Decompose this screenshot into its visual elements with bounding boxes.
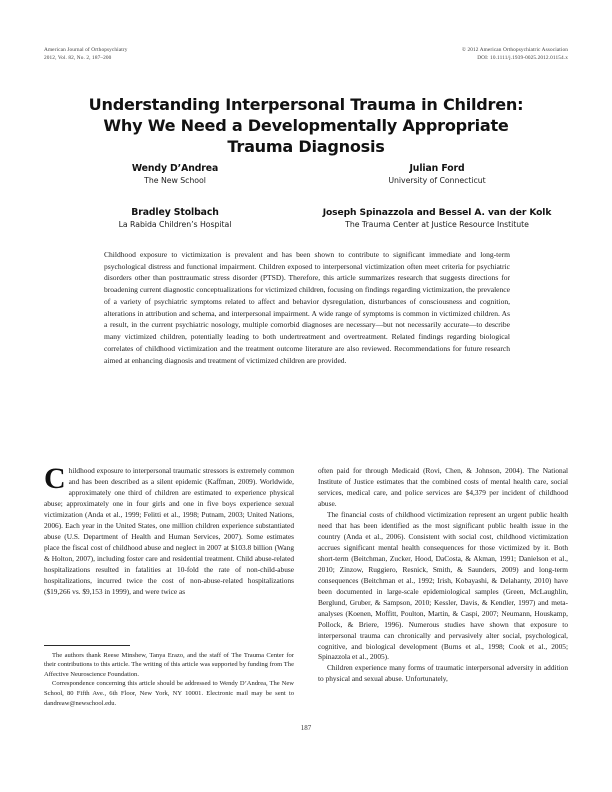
author-entry (306, 207, 568, 231)
author-name: Julian Ford (409, 163, 465, 174)
author-affiliation: University of Connecticut (388, 176, 486, 186)
copyright-doi (462, 47, 568, 62)
copyright-line: © 2012 American Orthopsychiatric Association (461, 47, 568, 53)
body-paragraph: Children experience many forms of traumatic interpersonal adversity in addition to physical and sexual abuse. Unfortunately, (318, 663, 568, 684)
journal-citation (44, 47, 127, 62)
author-entry (44, 163, 306, 187)
title-line-3: Trauma Diagnosis (227, 136, 385, 156)
right-column (318, 466, 568, 718)
footnote-rule (44, 645, 130, 646)
body-paragraph: The financial costs of childhood victimization represent an urgent public health need that has been identified as the most significant public health issue in the country (Anda et al., 2006). Consistent with social cost, childhood victimization accrues significant mental health consequences for those victimized by it. Both short-term (Beitchman, Zucker, Hood, DaCosta, & Akman, 1991; Danielson et al., 2010; Zinzow, Ruggiero, Resnick, Smith, & Saunders, 2009) and long-term consequences (Beitchman et al., 1992; Irish, Kobayashi, & Delahanty, 2010) have been documented in large-scale epidemiological samples (Green, McLaughlin, Berglund, Gruber, & Sampson, 2010; Kessler, Davis, & Kendler, 1997) and meta-analyses (Koenen, Moffitt, Poulton, Martin, & Caspi, 2007; Neumann, Houskamp, Pollock, & Briere, 1996). Numerous studies have shown that exposure to interpersonal trauma can chronically and pervasively alter social, psychological, cognitive, and biological development (Burns et al., 1998; Cook et al., 2005; Spinazzola et al., 2005). (318, 509, 568, 662)
footnote-block (44, 645, 294, 708)
title-line-2: Why We Need a Developmentally Appropriate (103, 115, 509, 135)
author-row (44, 207, 568, 231)
author-name: Wendy D’Andrea (131, 163, 219, 174)
acknowledgment-note: The authors thank Reese Minshew, Tanya Erazo, and the staff of The Trauma Center for their contributions to this article. The writing of this article was supported by funding from The Affective Neuroscience Foundation. (44, 651, 294, 678)
body-paragraph-text: hildhood exposure to interpersonal traumatic stressors is extremely common and has been described as a silent epidemic (Kaffman, 2009). Worldwide, approximately one third of children are estimated to experience physical abuse; approximately one in four girls and one in five boys experience sexual victimization (Anda et al., 1999; Felitti et al., 1998; Putnam, 2003; United Nations, 2006). Each year in the United States, one million children experience substantiated abuse (U.S. Department of Health and Human Services, 2007). Some estimates place the fiscal cost of childhood abuse and neglect in 2007 at $103.8 billion (Wang & Holton, 2007), including foster care and residential treatment. Child abuse-related hospitalizations resulted in fatalities at 10-fold the rate of non-child-abuse hospitalizations, incurred twice the cost of non-abuse-related hospitalizations ($19,266 vs. $9,153 in 1999), and were twice as (44, 466, 294, 596)
author-entry (44, 207, 306, 231)
correspondence-note: Correspondence concerning this article should be addressed to Wendy D’Andrea, The New School, 80 Fifth Ave., 6th Floor, New York, NY 10001. Electronic mail may be sent to dandreaw@newschool.edu. (44, 680, 294, 707)
journal-name: American Journal of Orthopsychiatry (44, 47, 128, 53)
author-affiliation: La Rabida Children’s Hospital (118, 220, 232, 230)
author-row (44, 163, 568, 187)
page-title (56, 95, 556, 158)
body-paragraph: often paid for through Medicaid (Rovi, Chen, & Johnson, 2004). The National Institute of Justice estimates that the combined costs of mental health care, social services, medical care, and police services are $4,379 per incident of childhood abuse. (318, 466, 568, 508)
author-block (44, 163, 568, 231)
author-entry (306, 163, 568, 187)
title-line-1: Understanding Interpersonal Trauma in Children: (88, 94, 524, 114)
body-paragraph (44, 462, 294, 598)
doi-line: DOI: 10.1111/j.1939-0025.2012.01154.x (477, 54, 568, 61)
journal-volume-pages: 2012, Vol. 82, No. 2, 187–200 (44, 54, 112, 61)
abstract: Childhood exposure to victimization is prevalent and has been shown to contribute to significant immediate and long-term psychological distress and functional impairment. Children exposed to interpersonal victimization often meet criteria for psychiatric disorders other than posttraumatic stress disorder (PTSD). Therefore, this article summarizes research that suggests directions for broadening current diagnostic conceptualizations for victimized children, focusing on findings regarding victimization, the prevalence of a variety of psychiatric symptoms related to affect and behavior dysregulation, disturbances of consciousness and cognition, alterations in attribution and schema, and interpersonal impairment. A wide range of symptoms is common in victimized children. As a result, in the current psychiatric nosology, multiple comorbid diagnoses are necessary—but not necessarily accurate—to describe many victimized children, potentially leading to both undertreatment and overtreatment. Related findings regarding biological correlates of childhood victimization and the treatment outcome literature are also reviewed. Recommendations for future research aimed at enhancing diagnosis and treatment of victimized children are provided. (104, 250, 510, 365)
author-affiliation: The New School (144, 176, 206, 186)
running-head (44, 47, 568, 62)
author-name: Bradley Stolbach (131, 206, 219, 218)
drop-cap: C (44, 462, 66, 495)
page-number: 187 (300, 724, 312, 732)
author-name: Joseph Spinazzola and Bessel A. van der Kolk (322, 207, 552, 218)
author-affiliation: The Trauma Center at Justice Resource Institute (345, 219, 529, 229)
